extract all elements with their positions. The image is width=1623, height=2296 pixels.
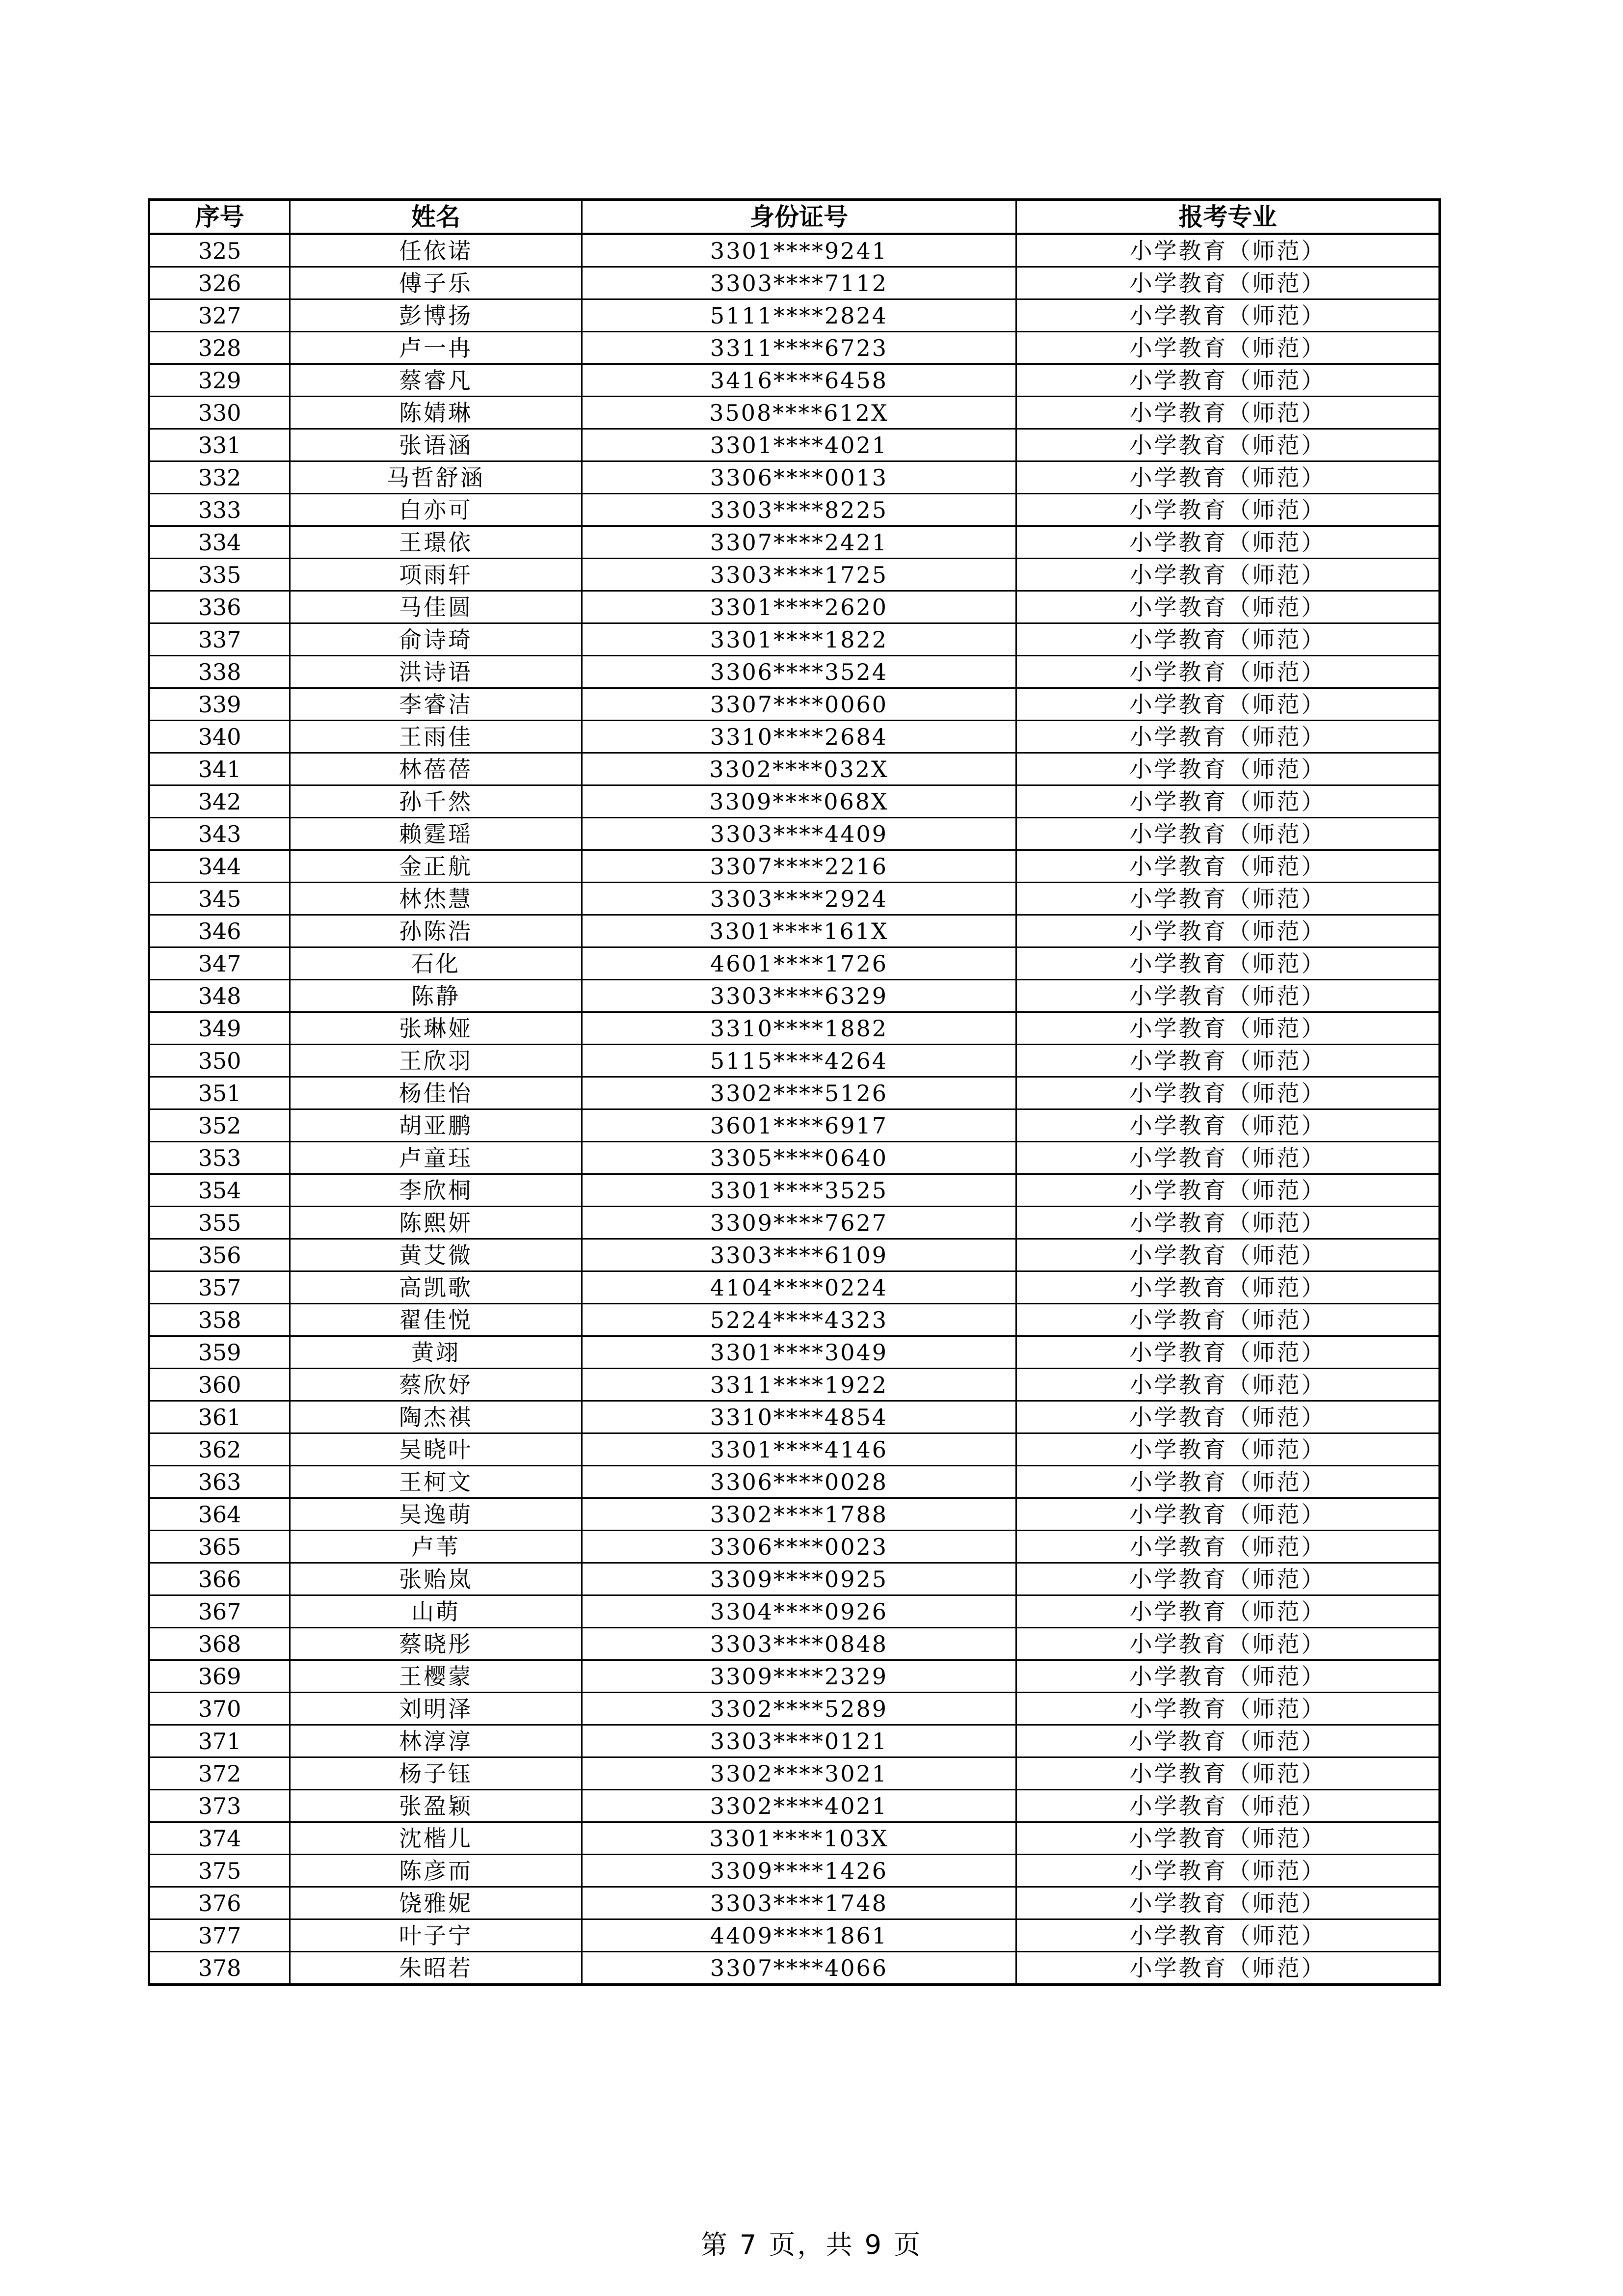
id-number-cell: 3301****2620 [582,591,1016,623]
major-cell: 小学教育（师范） [1016,494,1440,526]
serial-number-cell: 339 [149,688,290,721]
name-cell: 洪诗语 [290,656,582,688]
major-cell: 小学教育（师范） [1016,332,1440,364]
serial-number-cell: 348 [149,980,290,1012]
id-number-cell: 4601****1726 [582,947,1016,980]
id-number-cell: 3301****1822 [582,623,1016,656]
serial-number-cell: 357 [149,1271,290,1304]
name-cell: 吴晓叶 [290,1433,582,1466]
table-row [149,1304,1440,1336]
id-number-cell: 3303****1725 [582,559,1016,591]
id-number-cell: 3306****0023 [582,1531,1016,1563]
id-number-cell: 3310****1882 [582,1012,1016,1045]
id-number-cell: 3305****0640 [582,1142,1016,1174]
table-row [149,1628,1440,1660]
table-row [149,1336,1440,1369]
id-number-cell: 3301****4021 [582,429,1016,461]
major-cell: 小学教育（师范） [1016,1790,1440,1822]
id-number-cell: 3303****7112 [582,267,1016,299]
name-cell: 林淳淳 [290,1725,582,1757]
major-cell: 小学教育（师范） [1016,1433,1440,1466]
major-cell: 小学教育（师范） [1016,1401,1440,1433]
name-cell: 黄艾微 [290,1239,582,1271]
table-row [149,1012,1440,1045]
serial-number-cell: 334 [149,526,290,559]
serial-number-cell: 329 [149,364,290,397]
table-row [149,1757,1440,1790]
major-cell: 小学教育（师范） [1016,429,1440,461]
major-cell: 小学教育（师范） [1016,1952,1440,1985]
table-row [149,883,1440,915]
id-number-cell: 4104****0224 [582,1271,1016,1304]
table-row [149,494,1440,526]
major-cell: 小学教育（师范） [1016,267,1440,299]
serial-number-cell: 346 [149,915,290,947]
serial-number-cell: 352 [149,1109,290,1142]
serial-number-cell: 330 [149,397,290,429]
table-row [149,1595,1440,1628]
major-cell: 小学教育（师范） [1016,1336,1440,1369]
major-cell: 小学教育（师范） [1016,559,1440,591]
name-cell: 朱昭若 [290,1952,582,1985]
serial-number-cell: 349 [149,1012,290,1045]
table-row [149,1725,1440,1757]
name-cell: 卢一冉 [290,332,582,364]
serial-number-cell: 335 [149,559,290,591]
name-cell: 张语涵 [290,429,582,461]
major-cell: 小学教育（师范） [1016,1531,1440,1563]
serial-number-cell: 328 [149,332,290,364]
major-cell: 小学教育（师范） [1016,915,1440,947]
table-row [149,1790,1440,1822]
name-cell: 陈婧琳 [290,397,582,429]
serial-number-cell: 331 [149,429,290,461]
header-name: 姓名 [290,200,582,234]
page-number-footer: 第 7 页，共 9 页 [700,2229,923,2260]
name-cell: 蔡欣妤 [290,1369,582,1401]
serial-number-cell: 375 [149,1855,290,1887]
serial-number-cell: 358 [149,1304,290,1336]
major-cell: 小学教育（师范） [1016,1466,1440,1498]
major-cell: 小学教育（师范） [1016,1012,1440,1045]
table-row [149,753,1440,785]
major-cell: 小学教育（师范） [1016,1077,1440,1109]
name-cell: 孙陈浩 [290,915,582,947]
serial-number-cell: 356 [149,1239,290,1271]
serial-number-cell: 344 [149,850,290,883]
id-number-cell: 3311****6723 [582,332,1016,364]
serial-number-cell: 365 [149,1531,290,1563]
id-number-cell: 3309****068X [582,785,1016,818]
table-row [149,1174,1440,1207]
table-row [149,1952,1440,1985]
serial-number-cell: 369 [149,1660,290,1693]
header-major: 报考专业 [1016,200,1440,234]
id-number-cell: 3416****6458 [582,364,1016,397]
name-cell: 林烋慧 [290,883,582,915]
id-number-cell: 3302****5289 [582,1693,1016,1725]
serial-number-cell: 343 [149,818,290,850]
major-cell: 小学教育（师范） [1016,591,1440,623]
major-cell: 小学教育（师范） [1016,1271,1440,1304]
major-cell: 小学教育（师范） [1016,364,1440,397]
id-number-cell: 3307****2421 [582,526,1016,559]
name-cell: 卢苇 [290,1531,582,1563]
name-cell: 王欣羽 [290,1045,582,1077]
table-row [149,688,1440,721]
major-cell: 小学教育（师范） [1016,753,1440,785]
id-number-cell: 3303****8225 [582,494,1016,526]
major-cell: 小学教育（师范） [1016,1919,1440,1952]
major-cell: 小学教育（师范） [1016,397,1440,429]
serial-number-cell: 345 [149,883,290,915]
table-row [149,1271,1440,1304]
major-cell: 小学教育（师范） [1016,623,1440,656]
name-cell: 山萌 [290,1595,582,1628]
id-number-cell: 3309****7627 [582,1207,1016,1239]
table-row [149,947,1440,980]
name-cell: 黄翊 [290,1336,582,1369]
serial-number-cell: 353 [149,1142,290,1174]
table-row [149,461,1440,494]
table-row [149,1207,1440,1239]
table-row [149,1563,1440,1595]
id-number-cell: 3301****161X [582,915,1016,947]
id-number-cell: 3303****4409 [582,818,1016,850]
name-cell: 蔡晓彤 [290,1628,582,1660]
id-number-cell: 3303****0848 [582,1628,1016,1660]
serial-number-cell: 367 [149,1595,290,1628]
header-id-number: 身份证号 [582,200,1016,234]
id-number-cell: 3303****2924 [582,883,1016,915]
major-cell: 小学教育（师范） [1016,1498,1440,1531]
major-cell: 小学教育（师范） [1016,1628,1440,1660]
major-cell: 小学教育（师范） [1016,688,1440,721]
id-number-cell: 3301****9241 [582,234,1016,267]
serial-number-cell: 341 [149,753,290,785]
name-cell: 白亦可 [290,494,582,526]
serial-number-cell: 368 [149,1628,290,1660]
table-row [149,234,1440,267]
table-row [149,1077,1440,1109]
major-cell: 小学教育（师范） [1016,947,1440,980]
serial-number-cell: 374 [149,1822,290,1855]
id-number-cell: 3302****1788 [582,1498,1016,1531]
table-row [149,1045,1440,1077]
id-number-cell: 3306****3524 [582,656,1016,688]
name-cell: 王雨佳 [290,721,582,753]
major-cell: 小学教育（师范） [1016,526,1440,559]
table-row [149,656,1440,688]
major-cell: 小学教育（师范） [1016,1207,1440,1239]
serial-number-cell: 327 [149,299,290,332]
major-cell: 小学教育（师范） [1016,1563,1440,1595]
table-row [149,1887,1440,1919]
id-number-cell: 5115****4264 [582,1045,1016,1077]
name-cell: 任依诺 [290,234,582,267]
major-cell: 小学教育（师范） [1016,850,1440,883]
table-row [149,526,1440,559]
name-cell: 王柯文 [290,1466,582,1498]
table-row [149,1660,1440,1693]
table-row [149,1466,1440,1498]
serial-number-cell: 338 [149,656,290,688]
table-row [149,591,1440,623]
serial-number-cell: 364 [149,1498,290,1531]
table-row [149,397,1440,429]
serial-number-cell: 362 [149,1433,290,1466]
name-cell: 刘明泽 [290,1693,582,1725]
serial-number-cell: 336 [149,591,290,623]
name-cell: 陈彦而 [290,1855,582,1887]
id-number-cell: 3310****4854 [582,1401,1016,1433]
name-cell: 孙千然 [290,785,582,818]
id-number-cell: 3309****0925 [582,1563,1016,1595]
table-row [149,980,1440,1012]
major-cell: 小学教育（师范） [1016,234,1440,267]
id-number-cell: 3301****3049 [582,1336,1016,1369]
serial-number-cell: 326 [149,267,290,299]
name-cell: 林蓓蓓 [290,753,582,785]
id-number-cell: 3303****1748 [582,1887,1016,1919]
id-number-cell: 3309****1426 [582,1855,1016,1887]
table-row [149,332,1440,364]
id-number-cell: 3301****103X [582,1822,1016,1855]
id-number-cell: 3306****0013 [582,461,1016,494]
table-row [149,785,1440,818]
major-cell: 小学教育（师范） [1016,1045,1440,1077]
table-row [149,1433,1440,1466]
id-number-cell: 4409****1861 [582,1919,1016,1952]
name-cell: 王璟依 [290,526,582,559]
major-cell: 小学教育（师范） [1016,883,1440,915]
id-number-cell: 3303****6329 [582,980,1016,1012]
name-cell: 叶子宁 [290,1919,582,1952]
name-cell: 彭博扬 [290,299,582,332]
serial-number-cell: 333 [149,494,290,526]
serial-number-cell: 366 [149,1563,290,1595]
id-number-cell: 3301****4146 [582,1433,1016,1466]
major-cell: 小学教育（师范） [1016,1887,1440,1919]
serial-number-cell: 360 [149,1369,290,1401]
serial-number-cell: 376 [149,1887,290,1919]
id-number-cell: 3301****3525 [582,1174,1016,1207]
serial-number-cell: 370 [149,1693,290,1725]
id-number-cell: 3306****0028 [582,1466,1016,1498]
serial-number-cell: 354 [149,1174,290,1207]
major-cell: 小学教育（师范） [1016,818,1440,850]
serial-number-cell: 340 [149,721,290,753]
serial-number-cell: 332 [149,461,290,494]
serial-number-cell: 372 [149,1757,290,1790]
name-cell: 吴逸萌 [290,1498,582,1531]
name-cell: 陈静 [290,980,582,1012]
id-number-cell: 3303****0121 [582,1725,1016,1757]
major-cell: 小学教育（师范） [1016,1109,1440,1142]
major-cell: 小学教育（师范） [1016,1239,1440,1271]
serial-number-cell: 361 [149,1401,290,1433]
table-row [149,299,1440,332]
id-number-cell: 5224****4323 [582,1304,1016,1336]
major-cell: 小学教育（师范） [1016,1174,1440,1207]
name-cell: 金正航 [290,850,582,883]
id-number-cell: 3302****5126 [582,1077,1016,1109]
name-cell: 李欣桐 [290,1174,582,1207]
name-cell: 王樱蒙 [290,1660,582,1693]
name-cell: 高凯歌 [290,1271,582,1304]
major-cell: 小学教育（师范） [1016,1855,1440,1887]
name-cell: 胡亚鹏 [290,1109,582,1142]
name-cell: 蔡睿凡 [290,364,582,397]
major-cell: 小学教育（师范） [1016,1142,1440,1174]
id-number-cell: 3307****0060 [582,688,1016,721]
major-cell: 小学教育（师范） [1016,1693,1440,1725]
name-cell: 杨子钰 [290,1757,582,1790]
serial-number-cell: 359 [149,1336,290,1369]
major-cell: 小学教育（师范） [1016,299,1440,332]
name-cell: 赖霆瑶 [290,818,582,850]
table-row [149,623,1440,656]
table-row [149,915,1440,947]
table-body [149,234,1440,1985]
name-cell: 石化 [290,947,582,980]
name-cell: 张贻岚 [290,1563,582,1595]
id-number-cell: 3508****612X [582,397,1016,429]
name-cell: 卢童珏 [290,1142,582,1174]
name-cell: 翟佳悦 [290,1304,582,1336]
table-row [149,1401,1440,1433]
serial-number-cell: 373 [149,1790,290,1822]
header-serial-number: 序号 [149,200,290,234]
id-number-cell: 3601****6917 [582,1109,1016,1142]
table-row [149,1109,1440,1142]
major-cell: 小学教育（师范） [1016,1660,1440,1693]
table-row [149,1693,1440,1725]
candidate-table [148,198,1441,1986]
serial-number-cell: 378 [149,1952,290,1985]
name-cell: 马佳圆 [290,591,582,623]
table-row [149,850,1440,883]
name-cell: 陶杰祺 [290,1401,582,1433]
serial-number-cell: 377 [149,1919,290,1952]
serial-number-cell: 351 [149,1077,290,1109]
table-row [149,1369,1440,1401]
major-cell: 小学教育（师范） [1016,656,1440,688]
serial-number-cell: 342 [149,785,290,818]
table-row [149,364,1440,397]
table-row [149,818,1440,850]
name-cell: 项雨轩 [290,559,582,591]
id-number-cell: 3302****3021 [582,1757,1016,1790]
major-cell: 小学教育（师范） [1016,785,1440,818]
major-cell: 小学教育（师范） [1016,1725,1440,1757]
serial-number-cell: 363 [149,1466,290,1498]
table-row [149,1855,1440,1887]
name-cell: 陈熙妍 [290,1207,582,1239]
major-cell: 小学教育（师范） [1016,980,1440,1012]
id-number-cell: 3302****4021 [582,1790,1016,1822]
table-row [149,1531,1440,1563]
serial-number-cell: 350 [149,1045,290,1077]
id-number-cell: 3302****032X [582,753,1016,785]
serial-number-cell: 347 [149,947,290,980]
major-cell: 小学教育（师范） [1016,461,1440,494]
serial-number-cell: 355 [149,1207,290,1239]
id-number-cell: 3310****2684 [582,721,1016,753]
table-header-row [149,200,1440,234]
name-cell: 杨佳怡 [290,1077,582,1109]
id-number-cell: 3307****4066 [582,1952,1016,1985]
id-number-cell: 3311****1922 [582,1369,1016,1401]
name-cell: 傅子乐 [290,267,582,299]
table-row [149,429,1440,461]
major-cell: 小学教育（师范） [1016,1757,1440,1790]
id-number-cell: 3304****0926 [582,1595,1016,1628]
table-row [149,267,1440,299]
table-row [149,1142,1440,1174]
name-cell: 饶雅妮 [290,1887,582,1919]
table-row [149,1822,1440,1855]
id-number-cell: 3309****2329 [582,1660,1016,1693]
serial-number-cell: 325 [149,234,290,267]
table-row [149,559,1440,591]
name-cell: 李睿洁 [290,688,582,721]
major-cell: 小学教育（师范） [1016,1595,1440,1628]
major-cell: 小学教育（师范） [1016,1304,1440,1336]
major-cell: 小学教育（师范） [1016,1369,1440,1401]
serial-number-cell: 337 [149,623,290,656]
name-cell: 张琳娅 [290,1012,582,1045]
table-row [149,1919,1440,1952]
name-cell: 张盈颖 [290,1790,582,1822]
serial-number-cell: 371 [149,1725,290,1757]
name-cell: 俞诗琦 [290,623,582,656]
table-row [149,1498,1440,1531]
id-number-cell: 3307****2216 [582,850,1016,883]
id-number-cell: 3303****6109 [582,1239,1016,1271]
table-row [149,1239,1440,1271]
name-cell: 马哲舒涵 [290,461,582,494]
table-row [149,721,1440,753]
id-number-cell: 5111****2824 [582,299,1016,332]
major-cell: 小学教育（师范） [1016,721,1440,753]
name-cell: 沈楷儿 [290,1822,582,1855]
major-cell: 小学教育（师范） [1016,1822,1440,1855]
